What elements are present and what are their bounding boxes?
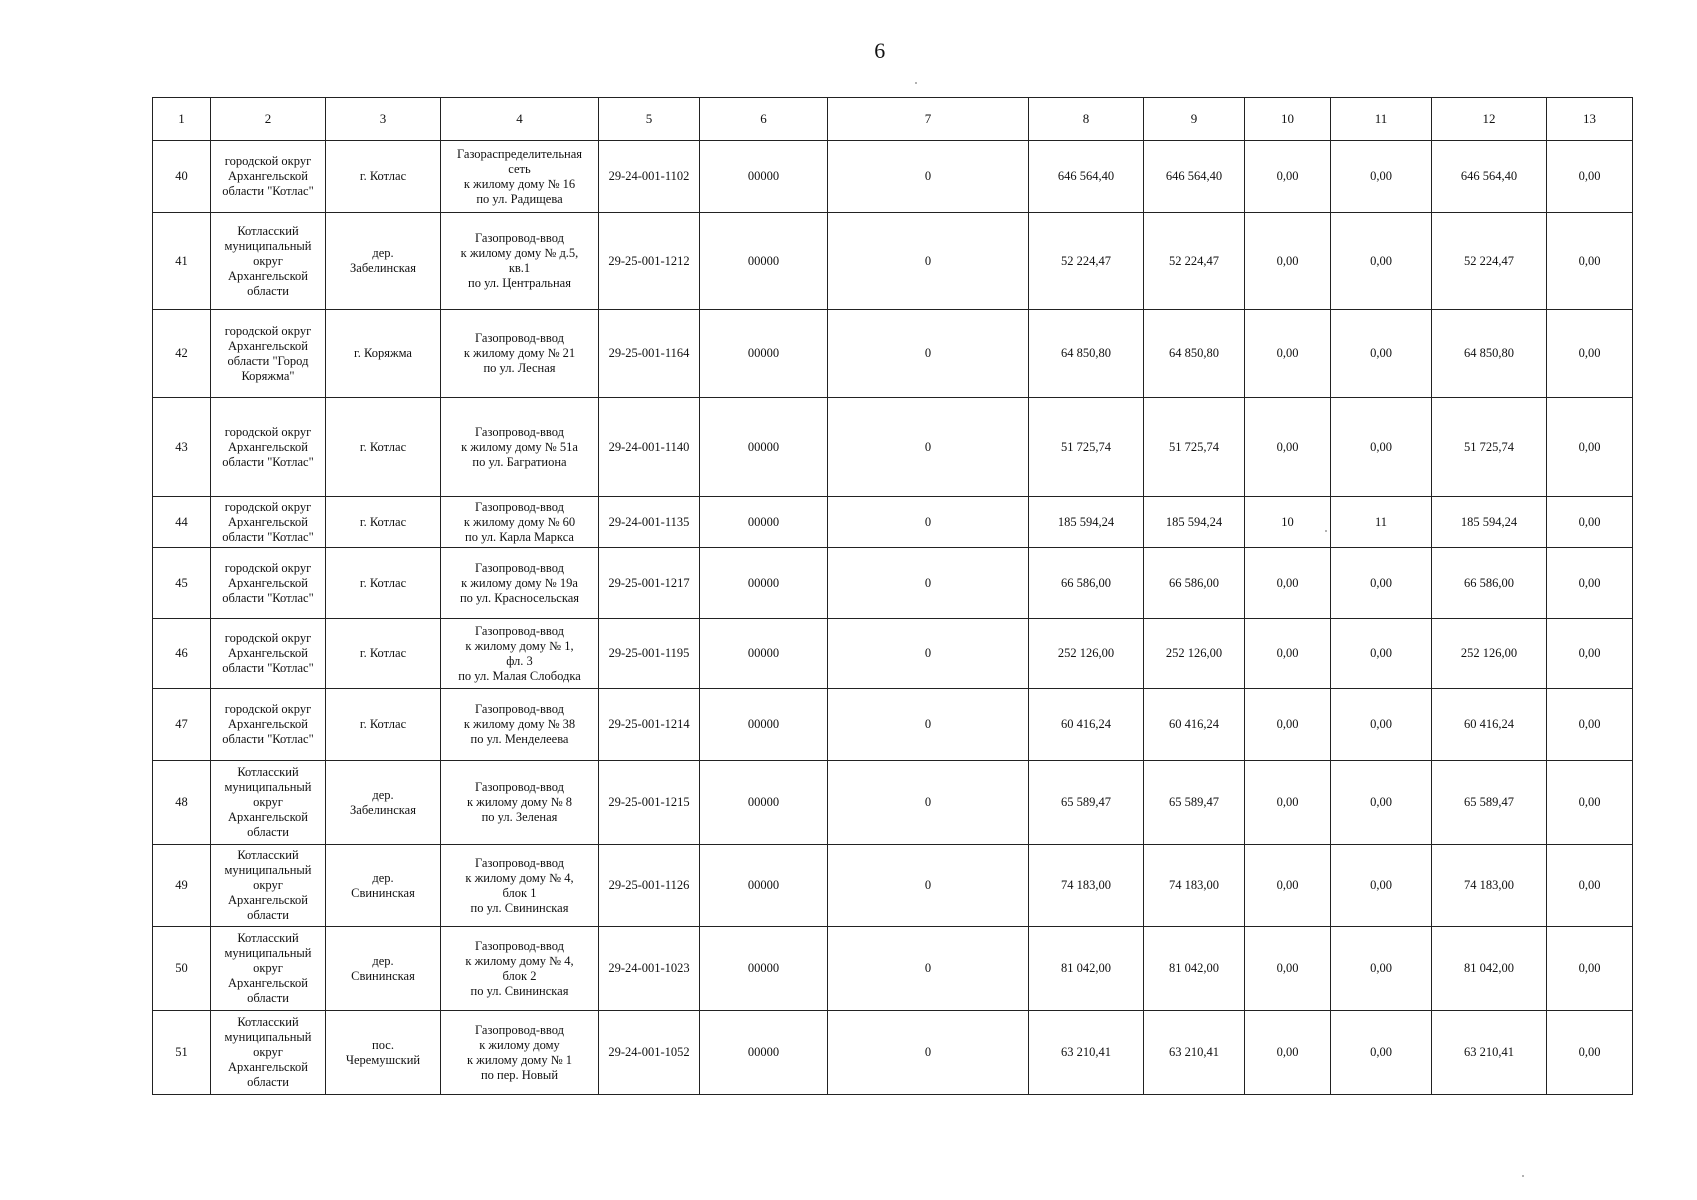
code-cell: 00000	[700, 398, 828, 497]
cadastral-number-cell: 29-25-001-1195	[599, 619, 700, 689]
row-number-cell: 48	[153, 761, 211, 845]
table-row	[153, 619, 1633, 689]
row-number-cell: 43	[153, 398, 211, 497]
col-7-value-cell: 0	[828, 398, 1029, 497]
settlement-cell: г. Котлас	[326, 619, 441, 689]
column-header: 3	[326, 98, 441, 141]
col-13-value-cell: 0,00	[1547, 761, 1633, 845]
row-number-cell: 46	[153, 619, 211, 689]
col-12-value-cell: 51 725,74	[1432, 398, 1547, 497]
col-7-value-cell: 0	[828, 497, 1029, 548]
residual-value-cell: 185 594,24	[1144, 497, 1245, 548]
col-7-value-cell: 0	[828, 141, 1029, 213]
col-13-value-cell: 0,00	[1547, 927, 1633, 1011]
code-cell: 00000	[700, 497, 828, 548]
col-13-value-cell: 0,00	[1547, 310, 1633, 398]
col-13-value-cell: 0,00	[1547, 398, 1633, 497]
cadastral-number-cell: 29-25-001-1126	[599, 845, 700, 927]
scan-speck	[1325, 530, 1327, 532]
object-name-cell: Газопровод-ввод к жилому дому № 51а по ул. Багратиона	[441, 398, 599, 497]
settlement-cell: г. Котлас	[326, 497, 441, 548]
col-7-value-cell: 0	[828, 213, 1029, 310]
settlement-cell: дер. Свининская	[326, 845, 441, 927]
object-name-cell: Газопровод-ввод к жилому дому № 4, блок 1 по ул. Свининская	[441, 845, 599, 927]
page-number: 6	[874, 38, 886, 63]
cadastral-number-cell: 29-24-001-1140	[599, 398, 700, 497]
balance-value-cell: 66 586,00	[1029, 548, 1144, 619]
col-10-value-cell: 0,00	[1245, 619, 1331, 689]
col-7-value-cell: 0	[828, 548, 1029, 619]
table-row	[153, 310, 1633, 398]
col-13-value-cell: 0,00	[1547, 497, 1633, 548]
residual-value-cell: 66 586,00	[1144, 548, 1245, 619]
settlement-cell: дер. Забелинская	[326, 213, 441, 310]
col-13-value-cell: 0,00	[1547, 619, 1633, 689]
column-header: 4	[441, 98, 599, 141]
col-12-value-cell: 64 850,80	[1432, 310, 1547, 398]
col-10-value-cell: 10	[1245, 497, 1331, 548]
col-10-value-cell: 0,00	[1245, 927, 1331, 1011]
col-10-value-cell: 0,00	[1245, 398, 1331, 497]
table-row	[153, 497, 1633, 548]
balance-value-cell: 185 594,24	[1029, 497, 1144, 548]
col-7-value-cell: 0	[828, 1011, 1029, 1095]
table-row	[153, 845, 1633, 927]
table-row	[153, 548, 1633, 619]
registry-table	[152, 97, 1633, 1095]
col-10-value-cell: 0,00	[1245, 548, 1331, 619]
balance-value-cell: 646 564,40	[1029, 141, 1144, 213]
municipality-cell: городской округ Архангельской области "Котлас"	[211, 141, 326, 213]
balance-value-cell: 65 589,47	[1029, 761, 1144, 845]
municipality-cell: городской округ Архангельской области "Котлас"	[211, 548, 326, 619]
municipality-cell: Котласский муниципальный округ Архангельской области	[211, 845, 326, 927]
object-name-cell: Газопровод-ввод к жилому дому № 19а по ул. Красносельская	[441, 548, 599, 619]
column-header: 13	[1547, 98, 1633, 141]
col-13-value-cell: 0,00	[1547, 141, 1633, 213]
col-11-value-cell: 0,00	[1331, 689, 1432, 761]
col-13-value-cell: 0,00	[1547, 213, 1633, 310]
col-10-value-cell: 0,00	[1245, 310, 1331, 398]
settlement-cell: г. Коряжма	[326, 310, 441, 398]
cadastral-number-cell: 29-24-001-1052	[599, 1011, 700, 1095]
col-12-value-cell: 252 126,00	[1432, 619, 1547, 689]
col-11-value-cell: 0,00	[1331, 845, 1432, 927]
residual-value-cell: 74 183,00	[1144, 845, 1245, 927]
municipality-cell: Котласский муниципальный округ Архангельской области	[211, 213, 326, 310]
col-10-value-cell: 0,00	[1245, 689, 1331, 761]
code-cell: 00000	[700, 845, 828, 927]
municipality-cell: Котласский муниципальный округ Архангельской области	[211, 1011, 326, 1095]
col-12-value-cell: 63 210,41	[1432, 1011, 1547, 1095]
balance-value-cell: 64 850,80	[1029, 310, 1144, 398]
object-name-cell: Газопровод-ввод к жилому дому к жилому дому № 1 по пер. Новый	[441, 1011, 599, 1095]
col-7-value-cell: 0	[828, 927, 1029, 1011]
balance-value-cell: 252 126,00	[1029, 619, 1144, 689]
code-cell: 00000	[700, 548, 828, 619]
col-11-value-cell: 0,00	[1331, 141, 1432, 213]
municipality-cell: Котласский муниципальный округ Архангельской области	[211, 927, 326, 1011]
col-7-value-cell: 0	[828, 689, 1029, 761]
row-number-cell: 44	[153, 497, 211, 548]
col-13-value-cell: 0,00	[1547, 845, 1633, 927]
cadastral-number-cell: 29-25-001-1164	[599, 310, 700, 398]
column-header: 8	[1029, 98, 1144, 141]
code-cell: 00000	[700, 141, 828, 213]
col-11-value-cell: 0,00	[1331, 927, 1432, 1011]
code-cell: 00000	[700, 689, 828, 761]
object-name-cell: Газопровод-ввод к жилому дому № 8 по ул. Зеленая	[441, 761, 599, 845]
col-10-value-cell: 0,00	[1245, 761, 1331, 845]
residual-value-cell: 52 224,47	[1144, 213, 1245, 310]
municipality-cell: Котласский муниципальный округ Архангельской области	[211, 761, 326, 845]
col-11-value-cell: 0,00	[1331, 619, 1432, 689]
row-number-cell: 51	[153, 1011, 211, 1095]
column-header: 7	[828, 98, 1029, 141]
row-number-cell: 50	[153, 927, 211, 1011]
residual-value-cell: 646 564,40	[1144, 141, 1245, 213]
col-12-value-cell: 60 416,24	[1432, 689, 1547, 761]
municipality-cell: городской округ Архангельской области "Город Коряжма"	[211, 310, 326, 398]
column-header: 5	[599, 98, 700, 141]
col-10-value-cell: 0,00	[1245, 213, 1331, 310]
object-name-cell: Газопровод-ввод к жилому дому № 60 по ул. Карла Маркса	[441, 497, 599, 548]
col-11-value-cell: 0,00	[1331, 310, 1432, 398]
scan-speck	[915, 82, 917, 84]
object-name-cell: Газораспределительная сеть к жилому дому № 16 по ул. Радищева	[441, 141, 599, 213]
col-12-value-cell: 52 224,47	[1432, 213, 1547, 310]
code-cell: 00000	[700, 761, 828, 845]
table-header	[153, 98, 1633, 141]
col-10-value-cell: 0,00	[1245, 1011, 1331, 1095]
row-number-cell: 49	[153, 845, 211, 927]
object-name-cell: Газопровод-ввод к жилому дому № 21 по ул. Лесная	[441, 310, 599, 398]
col-13-value-cell: 0,00	[1547, 548, 1633, 619]
balance-value-cell: 63 210,41	[1029, 1011, 1144, 1095]
residual-value-cell: 63 210,41	[1144, 1011, 1245, 1095]
table-row	[153, 213, 1633, 310]
col-12-value-cell: 66 586,00	[1432, 548, 1547, 619]
column-header: 1	[153, 98, 211, 141]
column-header: 12	[1432, 98, 1547, 141]
col-12-value-cell: 81 042,00	[1432, 927, 1547, 1011]
col-10-value-cell: 0,00	[1245, 141, 1331, 213]
col-13-value-cell: 0,00	[1547, 689, 1633, 761]
object-name-cell: Газопровод-ввод к жилому дому № 4, блок 2 по ул. Свининская	[441, 927, 599, 1011]
balance-value-cell: 74 183,00	[1029, 845, 1144, 927]
col-12-value-cell: 185 594,24	[1432, 497, 1547, 548]
code-cell: 00000	[700, 1011, 828, 1095]
table-row	[153, 927, 1633, 1011]
column-header: 6	[700, 98, 828, 141]
row-number-cell: 45	[153, 548, 211, 619]
settlement-cell: г. Котлас	[326, 398, 441, 497]
col-7-value-cell: 0	[828, 761, 1029, 845]
code-cell: 00000	[700, 619, 828, 689]
col-10-value-cell: 0,00	[1245, 845, 1331, 927]
col-12-value-cell: 74 183,00	[1432, 845, 1547, 927]
municipality-cell: городской округ Архангельской области "Котлас"	[211, 689, 326, 761]
cadastral-number-cell: 29-25-001-1214	[599, 689, 700, 761]
row-number-cell: 40	[153, 141, 211, 213]
settlement-cell: г. Котлас	[326, 548, 441, 619]
residual-value-cell: 64 850,80	[1144, 310, 1245, 398]
table-body	[153, 141, 1633, 1095]
col-12-value-cell: 646 564,40	[1432, 141, 1547, 213]
cadastral-number-cell: 29-25-001-1215	[599, 761, 700, 845]
col-13-value-cell: 0,00	[1547, 1011, 1633, 1095]
cadastral-number-cell: 29-25-001-1212	[599, 213, 700, 310]
object-name-cell: Газопровод-ввод к жилому дому № д.5, кв.1 по ул. Центральная	[441, 213, 599, 310]
residual-value-cell: 65 589,47	[1144, 761, 1245, 845]
col-7-value-cell: 0	[828, 310, 1029, 398]
settlement-cell: дер. Свининская	[326, 927, 441, 1011]
column-header: 9	[1144, 98, 1245, 141]
balance-value-cell: 51 725,74	[1029, 398, 1144, 497]
row-number-cell: 42	[153, 310, 211, 398]
col-11-value-cell: 0,00	[1331, 1011, 1432, 1095]
municipality-cell: городской округ Архангельской области "Котлас"	[211, 497, 326, 548]
header-row	[153, 98, 1633, 141]
table-row	[153, 398, 1633, 497]
row-number-cell: 47	[153, 689, 211, 761]
balance-value-cell: 52 224,47	[1029, 213, 1144, 310]
column-header: 11	[1331, 98, 1432, 141]
col-11-value-cell: 0,00	[1331, 548, 1432, 619]
cadastral-number-cell: 29-24-001-1023	[599, 927, 700, 1011]
cadastral-number-cell: 29-24-001-1102	[599, 141, 700, 213]
residual-value-cell: 252 126,00	[1144, 619, 1245, 689]
column-header: 2	[211, 98, 326, 141]
settlement-cell: пос. Черемушский	[326, 1011, 441, 1095]
col-11-value-cell: 0,00	[1331, 761, 1432, 845]
row-number-cell: 41	[153, 213, 211, 310]
cadastral-number-cell: 29-24-001-1135	[599, 497, 700, 548]
col-7-value-cell: 0	[828, 619, 1029, 689]
residual-value-cell: 81 042,00	[1144, 927, 1245, 1011]
table-row	[153, 1011, 1633, 1095]
cadastral-number-cell: 29-25-001-1217	[599, 548, 700, 619]
code-cell: 00000	[700, 213, 828, 310]
balance-value-cell: 81 042,00	[1029, 927, 1144, 1011]
residual-value-cell: 51 725,74	[1144, 398, 1245, 497]
municipality-cell: городской округ Архангельской области "Котлас"	[211, 398, 326, 497]
scan-speck	[1522, 1175, 1524, 1177]
object-name-cell: Газопровод-ввод к жилому дому № 38 по ул. Менделеева	[441, 689, 599, 761]
col-7-value-cell: 0	[828, 845, 1029, 927]
settlement-cell: дер. Забелинская	[326, 761, 441, 845]
col-11-value-cell: 11	[1331, 497, 1432, 548]
object-name-cell: Газопровод-ввод к жилому дому № 1, фл. 3 по ул. Малая Слободка	[441, 619, 599, 689]
col-12-value-cell: 65 589,47	[1432, 761, 1547, 845]
municipality-cell: городской округ Архангельской области "Котлас"	[211, 619, 326, 689]
code-cell: 00000	[700, 310, 828, 398]
residual-value-cell: 60 416,24	[1144, 689, 1245, 761]
code-cell: 00000	[700, 927, 828, 1011]
col-11-value-cell: 0,00	[1331, 398, 1432, 497]
col-11-value-cell: 0,00	[1331, 213, 1432, 310]
settlement-cell: г. Котлас	[326, 141, 441, 213]
settlement-cell: г. Котлас	[326, 689, 441, 761]
balance-value-cell: 60 416,24	[1029, 689, 1144, 761]
table-row	[153, 761, 1633, 845]
table-row	[153, 141, 1633, 213]
table-row	[153, 689, 1633, 761]
column-header: 10	[1245, 98, 1331, 141]
